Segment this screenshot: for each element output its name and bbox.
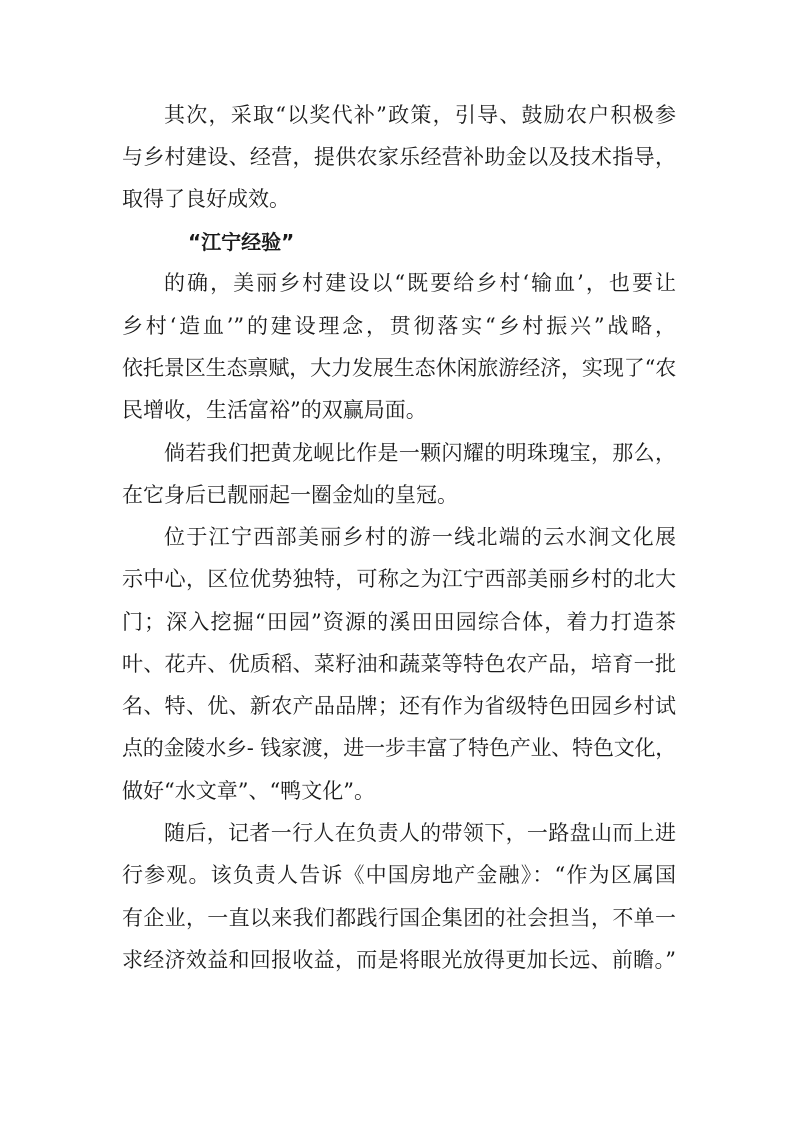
paragraph-5-line-4: 求经济效益和回报收益，而是将眼光放得更加长远、前瞻。” [122,948,676,972]
paragraph-3-line-2: 在它身后已靓丽起一圈金灿的皇冠。 [122,483,458,507]
section-heading: “江宁经验” [188,230,295,254]
paragraph-4-line-3: 门；深入挖掘“田园”资源的溪田田园综合体，着力打造茶 [122,610,676,634]
paragraph-5-line-1: 随后，记者一行人在负责人的带领下，一路盘山而上进 [164,821,676,845]
paragraph-4-line-4: 叶、花卉、优质稻、菜籽油和蔬菜等特色农产品，培育一批 [122,652,676,676]
paragraph-5-line-2: 行参观。该负责人告诉《中国房地产金融》：“作为区属国 [122,863,676,887]
paragraph-1-line-2: 与乡村建设、经营，提供农家乐经营补助金以及技术指导， [122,145,676,169]
paragraph-4-line-7: 做好“水文章”、“鸭文化”。 [122,779,375,803]
paragraph-2-line-1: 的确，美丽乡村建设以“既要给乡村‘输血’，也要让 [164,271,676,295]
paragraph-2-line-3: 依托景区生态禀赋，大力发展生态休闲旅游经济，实现了“农 [122,356,676,380]
paragraph-4-line-1: 位于江宁西部美丽乡村的游一线北端的云水涧文化展 [164,525,676,549]
paragraph-4-line-5: 名、特、优、新农产品品牌；还有作为省级特色田园乡村试 [122,694,676,718]
paragraph-1-line-3: 取得了良好成效。 [122,187,290,211]
paragraph-3-line-1: 倘若我们把黄龙岘比作是一颗闪耀的明珠瑰宝，那么， [164,441,676,465]
paragraph-2-line-4: 民增收，生活富裕”的双赢局面。 [122,398,427,422]
paragraph-4-line-6: 点的金陵水乡- 钱家渡，进一步丰富了特色产业、特色文化， [122,736,676,760]
paragraph-4-line-2: 示中心，区位优势独特，可称之为江宁西部美丽乡村的北大 [122,567,676,591]
paragraph-1-line-1: 其次，采取“以奖代补”政策，引导、鼓励农户积极参 [164,103,676,127]
paragraph-2-line-2: 乡村‘造血’”的建设理念，贯彻落实“乡村振兴”战略， [122,314,676,338]
paragraph-5-line-3: 有企业，一直以来我们都践行国企集团的社会担当，不单一 [122,906,676,930]
